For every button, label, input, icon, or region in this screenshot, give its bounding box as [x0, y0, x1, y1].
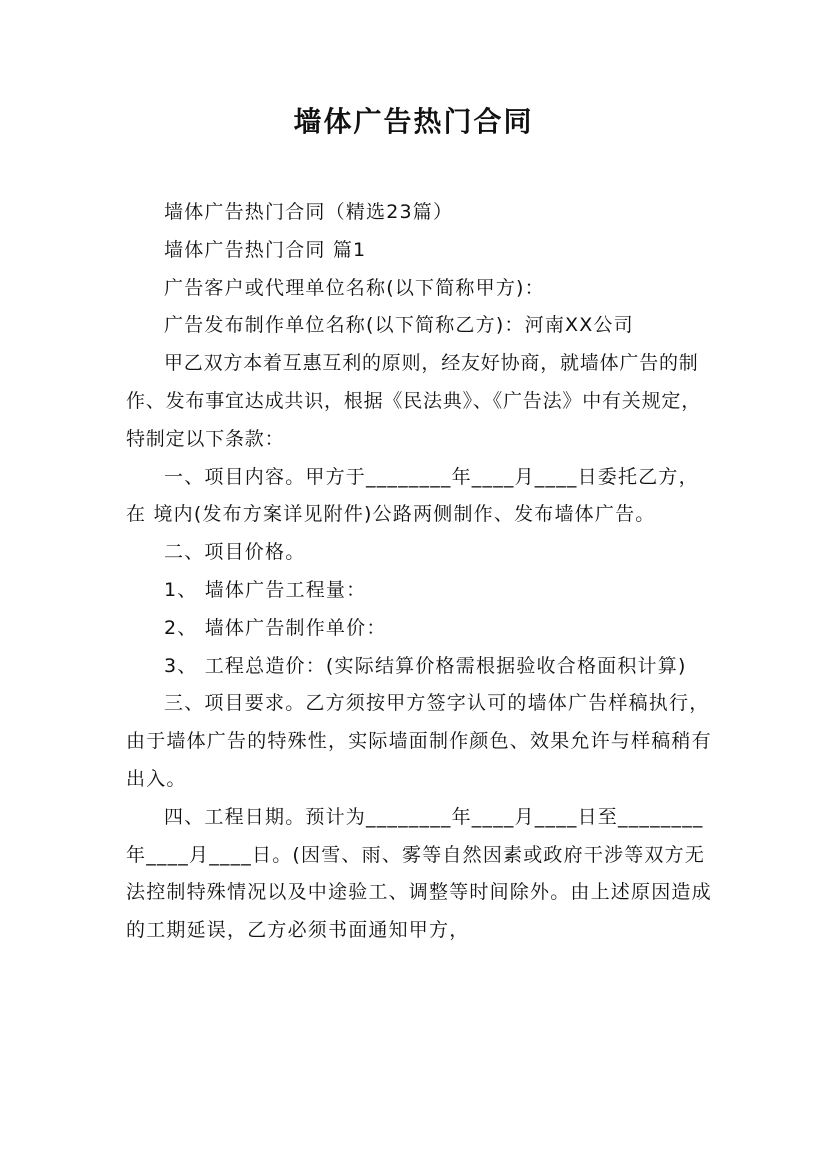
paragraph-project-content: 一、项目内容。甲方于________年____月____日委托乙方，在 境内(发布方案详见附件)公路两侧制作、发布墙体广告。	[126, 465, 699, 526]
paragraph-project-dates: 四、工程日期。预计为________年____月____日至________年____月____日。(因雪、雨、雾等自然因素或政府干涉等双方无法控制特殊情况以及中途验工、调整等时间除外。由上述原因造成的工期延误，乙方必须书面通知甲方，	[126, 805, 712, 942]
paragraph-price-item-3: 3、 工程总造价：(实际结算价格需根据验收合格面积计算)	[164, 654, 687, 677]
paragraph-section-label: 墙体广告热门合同 篇1	[164, 238, 367, 261]
paragraph-heading-selected: 墙体广告热门合同（精选23篇）	[164, 201, 454, 223]
paragraph-project-price: 二、项目价格。	[164, 541, 306, 564]
paragraph-introduction: 甲乙双方本着互惠互利的原则，经友好协商，就墙体广告的制作、发布事宜达成共识，根据《民法典》、《广告法》中有关规定，特制定以下条款：	[126, 352, 702, 450]
document-title: 墙体广告热门合同	[293, 105, 534, 138]
document-body	[126, 194, 716, 950]
paragraph-party-a: 广告客户或代理单位名称(以下简称甲方)：	[164, 276, 545, 299]
paragraph-party-b: 广告发布制作单位名称(以下简称乙方)：河南XX公司	[164, 314, 634, 337]
paragraph-price-item-1: 1、 墙体广告工程量：	[164, 578, 367, 601]
paragraph-price-item-2: 2、 墙体广告制作单价：	[164, 616, 387, 639]
paragraph-project-requirements: 三、项目要求。乙方须按甲方签字认可的墙体广告样稿执行，由于墙体广告的特殊性，实际墙面制作颜色、效果允许与样稿稍有出入。	[126, 692, 712, 790]
